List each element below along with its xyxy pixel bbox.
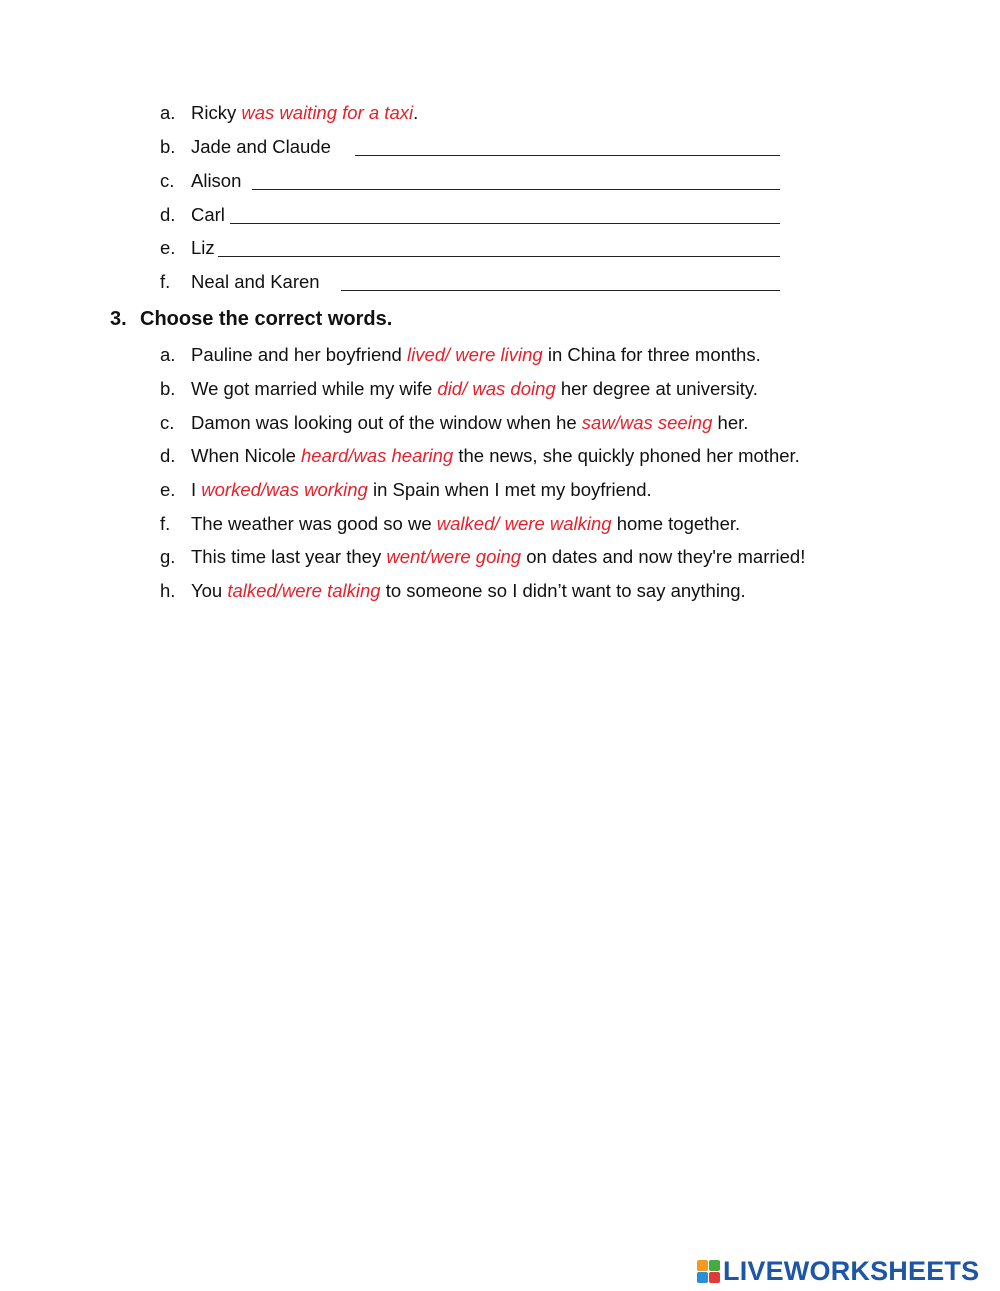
- item-text-after: on dates and now they're married!: [521, 546, 806, 567]
- exercise-2-item-e: [160, 237, 215, 259]
- word-choice[interactable]: heard/was hearing: [301, 445, 454, 466]
- item-letter: c.: [160, 170, 175, 191]
- answer-blank-b[interactable]: [355, 155, 780, 156]
- word-choice[interactable]: talked/were talking: [227, 580, 381, 601]
- item-letter: e.: [160, 479, 176, 500]
- exercise-3-item-d: [160, 445, 800, 467]
- item-text-after: home together.: [611, 513, 741, 534]
- item-text-before: This time last year they: [191, 546, 387, 567]
- answer-blank-c[interactable]: [252, 189, 780, 190]
- item-text: Carl: [191, 204, 225, 225]
- item-text-after: the news, she quickly phoned her mother.: [453, 445, 800, 466]
- item-text-before: Damon was looking out of the window when he: [191, 412, 582, 433]
- item-text: Liz: [191, 237, 215, 258]
- exercise-2-item-c: [160, 170, 241, 192]
- word-choice[interactable]: did/ was doing: [437, 378, 556, 399]
- exercise-2-item-d: [160, 204, 225, 226]
- item-text-before: The weather was good so we: [191, 513, 437, 534]
- item-letter: g.: [160, 546, 176, 567]
- item-text: Ricky: [191, 102, 242, 123]
- exercise-2-item-b: [160, 136, 331, 158]
- item-text: Alison: [191, 170, 242, 191]
- word-choice[interactable]: saw/was seeing: [581, 412, 713, 433]
- word-choice[interactable]: went/were going: [386, 546, 522, 567]
- word-choice[interactable]: lived/ were living: [406, 344, 543, 365]
- liveworksheets-logo[interactable]: [697, 1257, 979, 1285]
- logo-text: LIVEWORKSHEETS: [723, 1255, 980, 1286]
- item-letter: e.: [160, 237, 176, 258]
- item-text-before: You: [191, 580, 228, 601]
- item-punctuation: .: [413, 102, 419, 123]
- exercise-title: Choose the correct words.: [140, 308, 393, 330]
- item-text-after: in Spain when I met my boyfriend.: [367, 479, 652, 500]
- item-letter: h.: [160, 580, 176, 601]
- item-letter: f.: [160, 513, 171, 534]
- item-text-before: Pauline and her boyfriend: [191, 344, 407, 365]
- item-letter: d.: [160, 445, 176, 466]
- item-text-after: to someone so I didn’t want to say anything.: [380, 580, 746, 601]
- item-letter: d.: [160, 204, 176, 225]
- answer-text: was waiting for a taxi: [241, 102, 414, 123]
- word-choice[interactable]: worked/was working: [201, 479, 368, 500]
- exercise-number: 3.: [110, 308, 127, 330]
- item-letter: a.: [160, 102, 176, 123]
- exercise-3-heading: [110, 307, 392, 331]
- exercise-2-item-a: [160, 102, 418, 124]
- exercise-3-item-a: [160, 344, 761, 366]
- item-text-after: her.: [712, 412, 749, 433]
- item-text-after: her degree at university.: [555, 378, 758, 399]
- item-text-before: We got married while my wife: [191, 378, 438, 399]
- answer-blank-f[interactable]: [341, 290, 780, 291]
- item-text-before: I: [191, 479, 202, 500]
- exercise-3-item-b: [160, 378, 758, 400]
- item-text-before: When Nicole: [191, 445, 302, 466]
- exercise-2-item-f: [160, 271, 320, 293]
- item-letter: b.: [160, 136, 176, 157]
- logo-blocks-icon: [697, 1260, 720, 1283]
- exercise-3-item-g: [160, 546, 805, 568]
- item-letter: a.: [160, 344, 176, 365]
- item-text: Jade and Claude: [191, 136, 331, 157]
- item-letter: c.: [160, 412, 175, 433]
- exercise-3-item-h: [160, 580, 746, 602]
- exercise-3-item-f: [160, 513, 740, 535]
- answer-blank-e[interactable]: [218, 256, 780, 257]
- item-letter: b.: [160, 378, 176, 399]
- exercise-3-item-e: [160, 479, 652, 501]
- item-text: Neal and Karen: [191, 271, 320, 292]
- answer-blank-d[interactable]: [230, 223, 780, 224]
- exercise-3-item-c: [160, 412, 748, 434]
- word-choice[interactable]: walked/ were walking: [436, 513, 612, 534]
- item-text-after: in China for three months.: [542, 344, 761, 365]
- item-letter: f.: [160, 271, 171, 292]
